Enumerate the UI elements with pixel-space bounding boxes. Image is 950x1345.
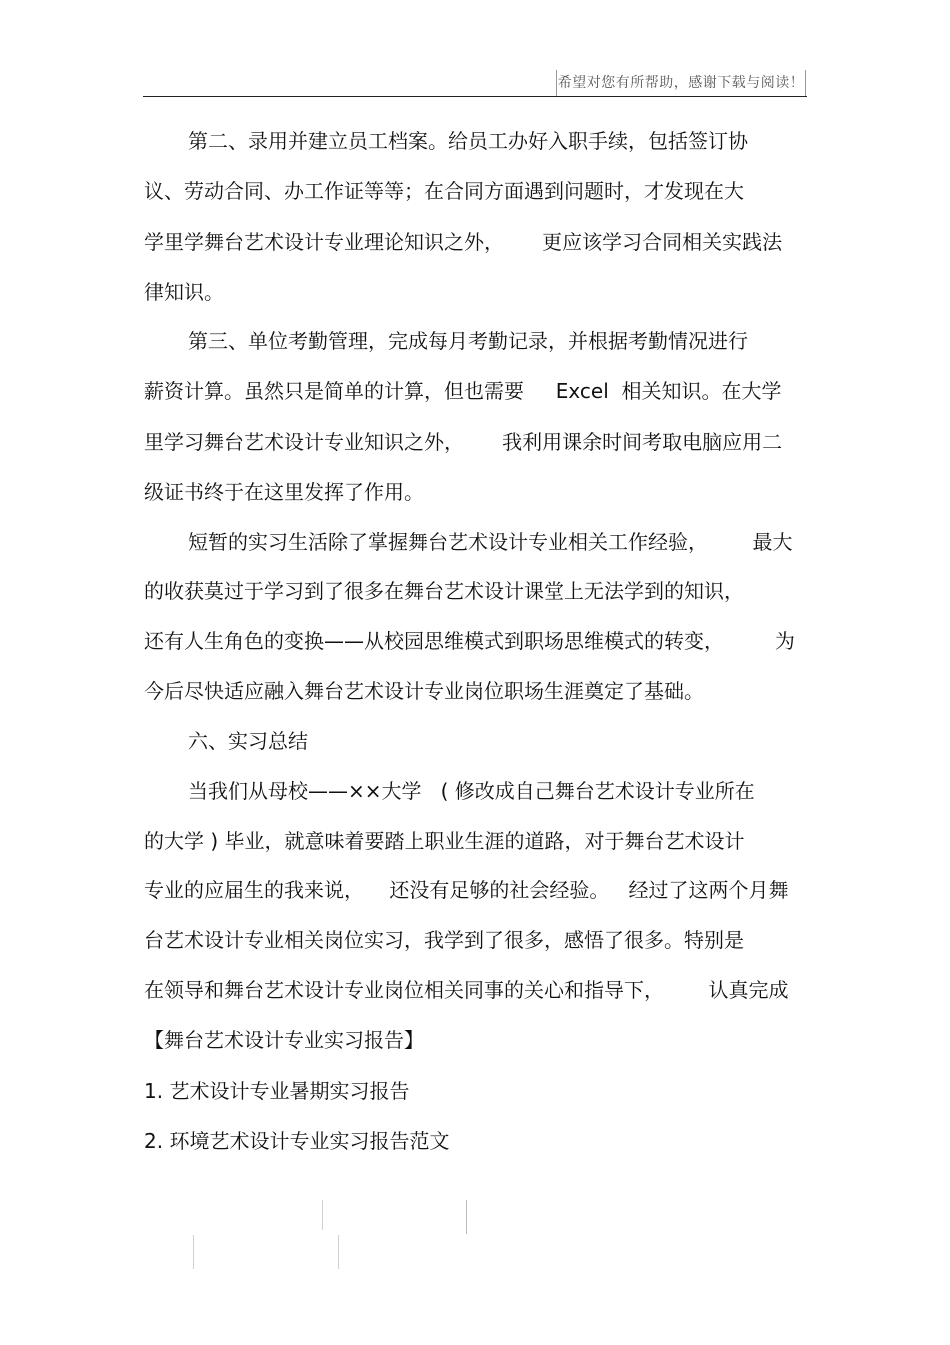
related-title: 【舞台艺术设计专业实习报告】: [144, 1028, 424, 1052]
divider: [193, 1235, 194, 1269]
paragraph-line: 学里学舞台艺术设计专业理论知识之外， 更应该学习合同相关实践法: [144, 230, 783, 254]
paragraph-line: 短暂的实习生活除了掌握舞台艺术设计专业相关工作经验， 最大: [188, 530, 793, 554]
header-divider: [143, 96, 807, 97]
divider: [338, 1235, 339, 1269]
related-link[interactable]: 2. 环境艺术设计专业实习报告范文: [144, 1129, 450, 1153]
paragraph-line: 还有人生角色的变换——从校园思维模式到职场思维模式的转变， 为: [144, 629, 795, 653]
section-heading: 六、实习总结: [188, 729, 308, 753]
paragraph-line: 专业的应届生的我来说， 还没有足够的社会经验。 经过了这两个月舞: [144, 878, 789, 902]
paragraph-line: 台艺术设计专业相关岗位实习，我学到了很多，感悟了很多。特别是: [144, 928, 744, 952]
paragraph-line: 今后尽快适应融入舞台艺术设计专业岗位职场生涯奠定了基础。: [144, 679, 704, 703]
paragraph-line: 当我们从母校——××大学 ( 修改成自己舞台艺术设计专业所在: [188, 779, 755, 803]
paragraph-line: 级证书终于在这里发挥了作用。: [144, 480, 424, 504]
paragraph-line: 第三、单位考勤管理，完成每月考勤记录，并根据考勤情况进行: [188, 329, 748, 353]
paragraph-line: 在领导和舞台艺术设计专业岗位相关同事的关心和指导下， 认真完成: [144, 978, 789, 1002]
paragraph-line: 律知识。: [144, 280, 224, 304]
paragraph-line: 里学习舞台艺术设计专业知识之外， 我利用课余时间考取电脑应用二: [144, 430, 783, 454]
paragraph-line: 议、劳动合同、办工作证等等；在合同方面遇到问题时，才发现在大: [144, 179, 744, 203]
related-link[interactable]: 1. 艺术设计专业暑期实习报告: [144, 1079, 410, 1103]
paragraph-line: 的大学 ) 毕业，就意味着要踏上职业生涯的道路，对于舞台艺术设计: [144, 829, 745, 853]
header-note: 希望对您有所帮助，感谢下载与阅读！: [556, 70, 806, 96]
divider: [322, 1200, 323, 1230]
divider: [466, 1200, 467, 1234]
paragraph-line: 薪资计算。虽然只是简单的计算，但也需要 Excel 相关知识。在大学: [144, 379, 782, 403]
paragraph-line: 的收获莫过于学习到了很多在舞台艺术设计课堂上无法学到的知识，: [144, 579, 744, 603]
paragraph-line: 第二、录用并建立员工档案。给员工办好入职手续，包括签订协: [188, 129, 748, 153]
